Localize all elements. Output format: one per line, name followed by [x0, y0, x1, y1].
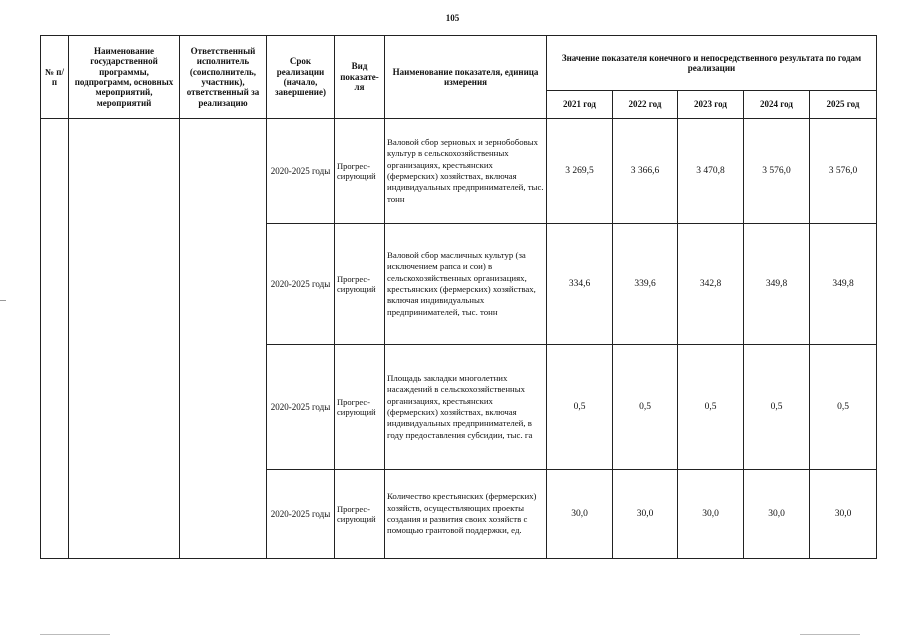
cell-value: 334,6 [547, 224, 613, 345]
header-term: Срок реализации (начало, завершение) [267, 36, 335, 119]
header-year: 2021 год [547, 91, 613, 119]
cell-value: 3 366,6 [613, 119, 678, 224]
header-num: № п/п [41, 36, 69, 119]
header-indicator-name: Наименование показателя, единица измерения [385, 36, 547, 119]
cell-value: 0,5 [613, 345, 678, 470]
cell-value: 0,5 [810, 345, 877, 470]
cell-value: 0,5 [678, 345, 744, 470]
cell-term: 2020-2025 годы [267, 224, 335, 345]
indicators-table [40, 35, 877, 559]
cell-value: 3 269,5 [547, 119, 613, 224]
page-number: 105 [445, 13, 460, 23]
scan-bottom-line-left [40, 634, 110, 635]
cell-program-empty [69, 119, 180, 559]
cell-term: 2020-2025 годы [267, 345, 335, 470]
cell-term: 2020-2025 годы [267, 470, 335, 559]
cell-value: 349,8 [744, 224, 810, 345]
table-row [41, 119, 877, 224]
header-indicator-kind: Вид показате-ля [335, 36, 385, 119]
cell-value: 339,6 [613, 224, 678, 345]
cell-value: 30,0 [613, 470, 678, 559]
header-result-value: Значение показателя конечного и непосредственного результата по годам реализации [547, 36, 877, 91]
cell-value: 30,0 [678, 470, 744, 559]
header-program-name: Наименование государственной программы, подпрограмм, основных мероприятий, мероприятий [69, 36, 180, 119]
cell-kind: Прогрес-сирующий [335, 224, 385, 345]
cell-value: 3 470,8 [678, 119, 744, 224]
cell-num-empty [41, 119, 69, 559]
cell-indicator: Количество крестьянских (фермерских) хозяйств, осуществляющих проекты создания и развития своих хозяйств с помощью грантовой поддержки, ед. [385, 470, 547, 559]
header-year: 2025 год [810, 91, 877, 119]
header-responsible: Ответственный исполнитель (соисполнитель, участник), ответственный за реализацию [180, 36, 267, 119]
cell-value: 342,8 [678, 224, 744, 345]
cell-value: 3 576,0 [810, 119, 877, 224]
cell-indicator: Валовой сбор зерновых и зернобобовых культур в сельскохозяйственных организациях, крестьянских (фермерских) хозяйствах, включая индивидуальных предпринимателей, тыс. тонн [385, 119, 547, 224]
cell-value: 0,5 [547, 345, 613, 470]
header-row-main [41, 36, 877, 91]
header-year: 2023 год [678, 91, 744, 119]
cell-value: 30,0 [810, 470, 877, 559]
cell-value: 30,0 [744, 470, 810, 559]
scan-bottom-line-right [800, 634, 860, 635]
cell-kind: Прогрес-сирующий [335, 470, 385, 559]
header-year: 2022 год [613, 91, 678, 119]
cell-value: 349,8 [810, 224, 877, 345]
cell-value: 30,0 [547, 470, 613, 559]
header-year: 2024 год [744, 91, 810, 119]
cell-indicator: Площадь закладки многолетних насаждений в сельскохозяйственных организациях, крестьянских (фермерских) хозяйствах, включая индивидуальных предпринимателей, в году предоставления субсидии, тыс. га [385, 345, 547, 470]
cell-term: 2020-2025 годы [267, 119, 335, 224]
cell-kind: Прогрес-сирующий [335, 345, 385, 470]
cell-responsible-empty [180, 119, 267, 559]
cell-value: 0,5 [744, 345, 810, 470]
cell-value: 3 576,0 [744, 119, 810, 224]
cell-indicator: Валовой сбор масличных культур (за исключением рапса и сои) в сельскохозяйственных организациях, крестьянских (фермерских) хозяйствах, включая индивидуальных предпринимателей, тыс. тонн [385, 224, 547, 345]
cell-kind: Прогрес-сирующий [335, 119, 385, 224]
scan-edge-mark [0, 300, 6, 301]
